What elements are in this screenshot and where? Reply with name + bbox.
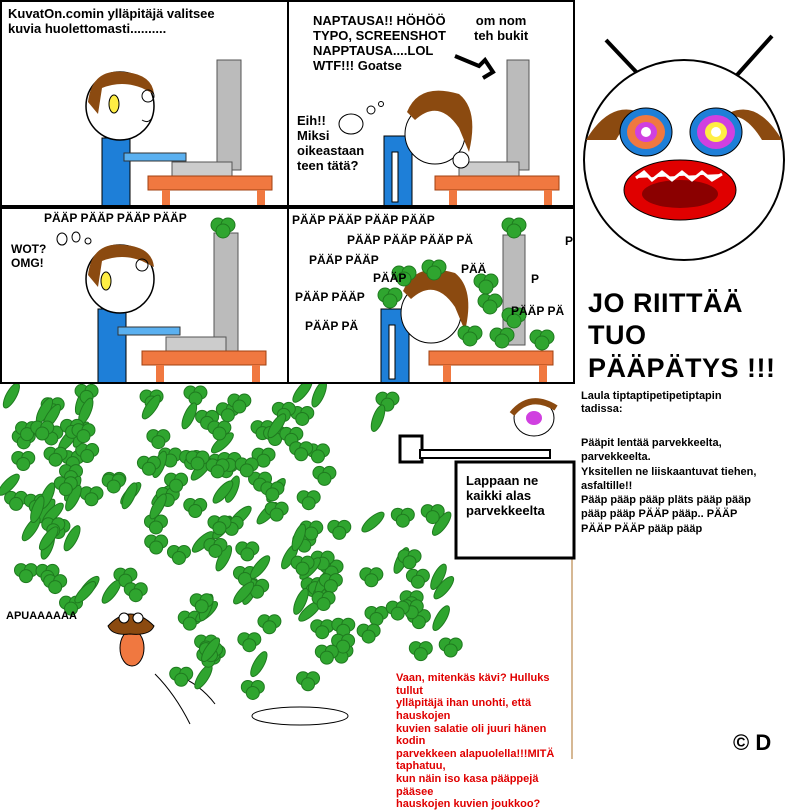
headline-jo-riittaa: JO RIITTÄÄ TUO PÄÄPÄTYS !!!	[588, 288, 776, 383]
frog-icon	[297, 672, 320, 691]
frog-icon	[368, 403, 387, 433]
panel5-paap-frag5: P	[565, 234, 574, 248]
frog-icon	[359, 509, 387, 535]
panel5-paap-frag1: PÄÄP	[373, 271, 407, 285]
song-intro: Laula tiptaptipetipetiptapin tadissa:	[581, 390, 722, 415]
paap-wot-drawing	[2, 209, 289, 384]
frog-icon	[144, 515, 167, 534]
admin-scene-drawing	[2, 2, 289, 207]
frog-icon	[80, 487, 103, 506]
frog-icon	[439, 638, 462, 657]
frog-icon	[248, 649, 270, 678]
panel-admin-at-computer	[0, 0, 289, 207]
frog-icon	[409, 642, 432, 661]
frog-icon	[313, 466, 336, 485]
frog-icon	[145, 535, 168, 554]
panel5-paap-line2: PÄÄP PÄÄP PÄÄP PÄ	[347, 233, 474, 247]
panel5-paap-line4: PÄÄP PÄÄP	[295, 290, 365, 304]
frog-icon	[391, 508, 414, 527]
panel5-paap-line3: PÄÄP PÄÄP	[309, 253, 379, 267]
frog-icon	[357, 624, 380, 643]
frog-icon	[406, 569, 429, 588]
frog-icon	[309, 384, 329, 409]
frog-icon	[360, 568, 383, 587]
frog-icon	[72, 579, 99, 606]
panel1-caption: KuvatOn.comin ylläpitäjä valitsee kuvia huolettomasti..........	[8, 6, 215, 36]
panel4-wot: WOT? OMG!	[11, 242, 47, 270]
frog-icon	[430, 603, 453, 632]
panel-crazy-face	[576, 0, 786, 285]
frog-icon	[258, 615, 281, 634]
crazy-face-drawing	[576, 0, 786, 285]
frog-icon	[167, 545, 190, 564]
frog-icon	[147, 430, 170, 449]
song-body: Pääpit lentää parvekkeelta, parvekkeelta. Yksitellen ne liiskaantuvat tiehen, asfaltille!! Pääp pääp pääp pläts pääp pääp pääp pääp PÄÄP pääp.. PÄÄP PÄÄP PÄÄP pääp pääp	[581, 437, 757, 535]
panel5-paap-frag3: PÄÄ	[461, 262, 487, 276]
frog-icon	[184, 499, 207, 518]
frog-icon	[297, 491, 320, 510]
frog-icon	[44, 575, 67, 594]
lappaan-bubble: Lappaan ne kaikki alas parvekkeelta	[466, 473, 545, 518]
panel2-shout: NAPTAUSA!! HÖHÖÖ TYPO, SCREENSHOT NAPPTAUSA....LOL WTF!!! Goatse	[313, 13, 446, 73]
panel-paap-swarm	[287, 207, 575, 384]
panel2-thought: Eih!! Miksi oikeastaan teen tätä?	[297, 113, 365, 173]
frog-icon	[386, 601, 409, 620]
panel4-paap: PÄÄP PÄÄP PÄÄP PÄÄP	[44, 211, 187, 225]
apua-shout: APUAAAAAA	[6, 610, 77, 622]
frog-icon	[0, 384, 22, 410]
frog-icon	[238, 633, 261, 652]
frog-icon	[290, 384, 315, 405]
copyright-mark: © D	[733, 730, 772, 755]
narration-text: Vaan, mitenkäs kävi? Hulluks tullut ylläpitäjä ihan unohti, että hauskojen kuvien salatie oli juuri hänen kodin parvekkeen alapuolella!!!MITÄ taphatuu, kun näin iso kasa pääppejä pääsee hauskojen kuvien joukkoo?	[396, 672, 555, 811]
panel-typo-shout	[287, 0, 575, 207]
frog-icon	[290, 442, 313, 461]
frog-icon	[184, 386, 207, 405]
panel5-paap-frag2: PÄÄP PÄ	[511, 304, 565, 318]
frog-icon	[328, 520, 351, 539]
frog-icon	[44, 447, 67, 466]
frog-icon	[315, 645, 338, 664]
panel5-paap-line1: PÄÄP PÄÄP PÄÄP PÄÄP	[292, 213, 435, 227]
frog-icon	[124, 583, 147, 602]
frog-icon	[261, 482, 284, 501]
frog-icon	[236, 542, 259, 561]
frog-icon	[12, 452, 35, 471]
frog-icon	[311, 620, 334, 639]
frog-icon	[170, 667, 193, 686]
frog-icon	[241, 680, 264, 699]
panel5-paap-line5: PÄÄP PÄ	[305, 319, 359, 333]
frog-icon	[14, 564, 37, 583]
frog-icon	[102, 474, 125, 493]
panel2-omnom: om nom teh bukit	[474, 13, 529, 43]
frog-icon	[365, 606, 388, 625]
panel5-paap-frag4: P	[531, 272, 540, 286]
panel-paap-wot	[0, 207, 289, 384]
bottom-scene	[0, 384, 576, 811]
